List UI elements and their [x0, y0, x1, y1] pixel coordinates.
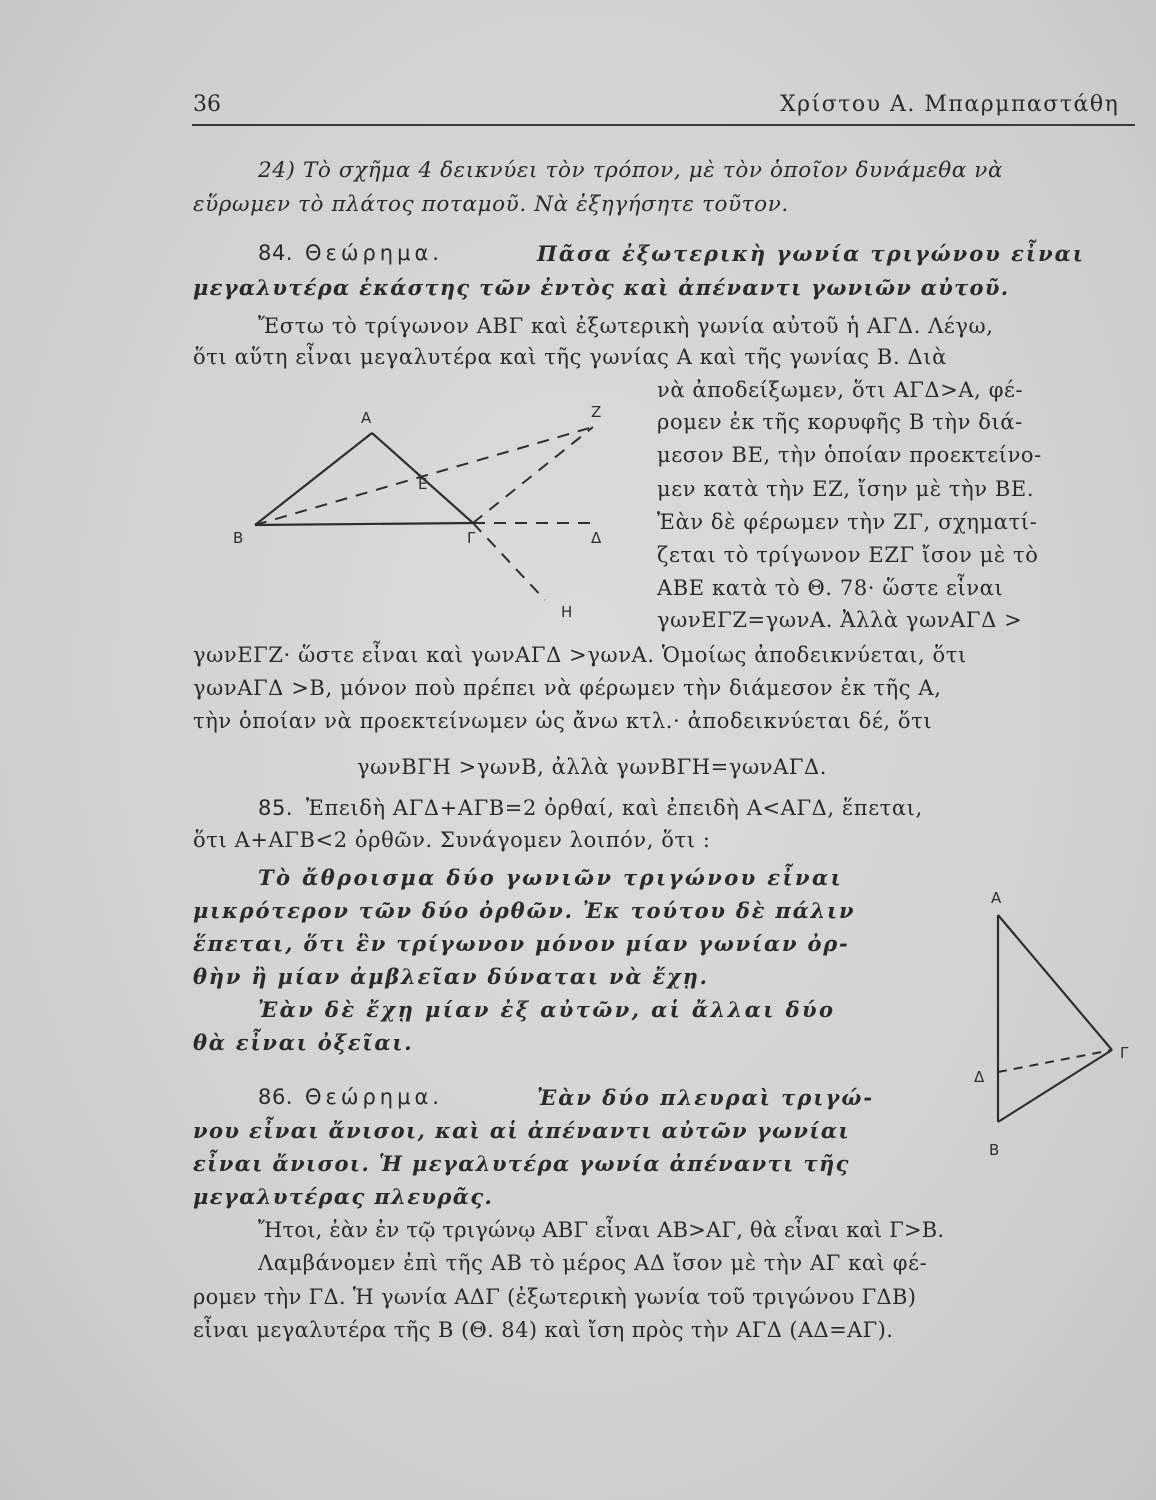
theorem-84-text-3: γωνΕΓΖ· ὥστε εἶναι καὶ γωνΑΓΔ >γωνΑ. Ὁμοίως ἀποδεικνύεται, ὅτι	[193, 643, 967, 667]
corollary-85-bold-3: ἕπεται, ὅτι ἓν τρίγωνον μόνον μίαν γωνίαν ὀρ-	[193, 931, 850, 956]
segment-ag	[998, 915, 1112, 1050]
figure-triangle-exterior-angle	[225, 395, 625, 630]
exercise-24-line-1: 24) Τὸ σχῆμα 4 δεικνύει τὸν τρόπον, μὲ τὸν ὁποῖον δυνάμεθα νὰ	[258, 158, 1004, 183]
theorem-84-formula: γωνΒΓΗ >γωνΒ, ἀλλὰ γωνΒΓΗ=γωνΑΓΔ.	[357, 755, 828, 779]
label-d: Δ	[591, 529, 602, 547]
corollary-85-text-1: Ἐπειδὴ ΑΓΔ+ΑΓΒ=2 ὀρθαί, καὶ ἐπειδὴ Α<ΑΓΔ, ἕπεται,	[306, 796, 923, 820]
theorem-84-text-5: τὴν ὁποίαν νὰ προεκτείνωμεν ὡς ἄνω κτλ.· ἀποδεικνύεται δέ, ὅτι	[193, 709, 933, 733]
theorem-84-right-8: γωνΕΓΖ=γωνΑ. Ἀλλὰ γωνΑΓΔ >	[657, 608, 1023, 632]
theorem-84-statement-1: Πᾶσα ἐξωτερικὴ γωνία τριγώνου εἶναι	[537, 241, 1085, 266]
theorem-84-text-1: Ἔστω τὸ τρίγωνον ΑΒΓ καὶ ἐξωτερικὴ γωνία αὐτοῦ ἡ ΑΓΔ. Λέγω,	[258, 314, 994, 338]
header-rule	[192, 124, 1135, 126]
theorem-84-right-2: ρομεν ἐκ τῆς κορυφῆς Β τὴν διά-	[657, 410, 1023, 434]
theorem-84-right-1: νὰ ἀποδείξωμεν, ὅτι ΑΓΔ>Α, φέ-	[657, 378, 1024, 402]
label-b: B	[989, 1141, 1000, 1159]
corollary-85-number: 85.	[258, 796, 294, 820]
theorem-84-number: 84.	[258, 241, 294, 265]
theorem-84-right-5: Ἐὰν δὲ φέρωμεν τὴν ΖΓ, σχηματί-	[657, 510, 1038, 534]
theorem-84-right-6: ζεται τὸ τρίγωνον ΕΖΓ ἴσον μὲ τὸ	[657, 543, 1039, 567]
corollary-85-bold-4: θὴν ἢ μίαν ἀμβλεῖαν δύναται νὰ ἔχῃ.	[193, 964, 709, 989]
label-d: Δ	[974, 1068, 985, 1086]
theorem-86-label: Θεώρημα.	[305, 1085, 443, 1109]
theorem-84-right-3: μεσον ΒΕ, τὴν ὁποίαν προεκτείνο-	[657, 443, 1042, 467]
theorem-84-statement-2: μεγαλυτέρα ἑκάστης τῶν ἐντὸς καὶ ἀπέναντι γωνιῶν αὐτοῦ.	[193, 275, 1010, 300]
theorem-84-text-4: γωνΑΓΔ >Β, μόνον ποὺ πρέπει νὰ φέρωμεν τὴν διάμεσον ἐκ τῆς Α,	[193, 676, 942, 700]
segment-gh-dashed	[473, 523, 545, 600]
label-z: Z	[591, 403, 602, 421]
label-g: Γ	[467, 529, 476, 547]
theorem-86-text-3: ρομεν τὴν ΓΔ. Ἡ γωνία ΑΔΓ (ἐξωτερικὴ γωνία τοῦ τριγώνου ΓΔΒ)	[193, 1285, 917, 1309]
theorem-84-label: Θεώρημα.	[305, 241, 443, 265]
theorem-84-right-7: ΑΒΕ κατὰ τὸ Θ. 78· ὥστε εἶναι	[657, 576, 1004, 600]
theorem-86-statement-4: μεγαλυτέρας πλευρᾶς.	[193, 1184, 494, 1209]
figure-triangle-abg	[965, 880, 1155, 1160]
segment-gz-dashed	[473, 427, 593, 523]
theorem-86-text-2: Λαμβάνομεν ἐπὶ τῆς ΑΒ τὸ μέρος ΑΔ ἴσον μὲ τὴν ΑΓ καὶ φέ-	[258, 1251, 928, 1275]
theorem-86-statement-3: εἶναι ἄνισοι. Ἡ μεγαλυτέρα γωνία ἀπέναντι τῆς	[193, 1151, 850, 1176]
theorem-84-right-4: μεν κατὰ τὴν ΕΖ, ἴσην μὲ τὴν ΒΕ.	[657, 477, 1035, 501]
label-a: A	[991, 889, 1002, 907]
theorem-86-text-4: εἶναι μεγαλυτέρα τῆς Β (Θ. 84) καὶ ἴση πρὸς τὴν ΑΓΔ (ΑΔ=ΑΓ).	[193, 1318, 894, 1342]
theorem-86-text-1: Ἤτοι, ἐὰν ἐν τῷ τριγώνῳ ΑΒΓ εἶναι ΑΒ>ΑΓ, θὰ εἶναι καὶ Γ>Β.	[258, 1218, 945, 1242]
corollary-85-bold-1: Τὸ ἄθροισμα δύο γωνιῶν τριγώνου εἶναι	[258, 865, 844, 890]
theorem-86-statement-2: νου εἶναι ἄνισοι, καὶ αἱ ἀπέναντι αὐτῶν γωνίαι	[193, 1118, 851, 1143]
segment-bg	[998, 1050, 1112, 1122]
corollary-85-text-2: ὅτι Α+ΑΓΒ<2 ὀρθῶν. Συνάγομεν λοιπόν, ὅτι :	[193, 828, 711, 852]
corollary-85-bold-5: Ἐὰν δὲ ἔχῃ μίαν ἐξ αὐτῶν, αἱ ἄλλαι δύο	[258, 997, 836, 1022]
segment-ba	[255, 433, 372, 525]
exercise-24-line-2: εὕρωμεν τὸ πλάτος ποταμοῦ. Νὰ ἐξηγήσητε τοῦτον.	[193, 192, 789, 217]
label-g: Γ	[1120, 1044, 1129, 1062]
label-b: B	[233, 529, 244, 547]
theorem-86-number: 86.	[258, 1085, 294, 1109]
label-h: H	[561, 603, 573, 621]
segment-bg	[255, 523, 473, 525]
theorem-84-text-2: ὅτι αὕτη εἶναι μεγαλυτέρα καὶ τῆς γωνίας Α καὶ τῆς γωνίας Β. Διὰ	[193, 345, 947, 369]
label-e: E	[418, 475, 428, 493]
corollary-85-bold-6: θὰ εἶναι ὀξεῖαι.	[193, 1030, 414, 1055]
label-a: A	[361, 409, 372, 427]
running-title: Χρίστου Α. Μπαρμπαστάθη	[780, 92, 1120, 117]
corollary-85-bold-2: μικρότερον τῶν δύο ὀρθῶν. Ἐκ τούτου δὲ πάλιν	[193, 898, 856, 923]
page-number: 36	[193, 92, 221, 117]
theorem-86-statement-1: Ἐὰν δύο πλευραὶ τριγώ-	[537, 1085, 875, 1110]
